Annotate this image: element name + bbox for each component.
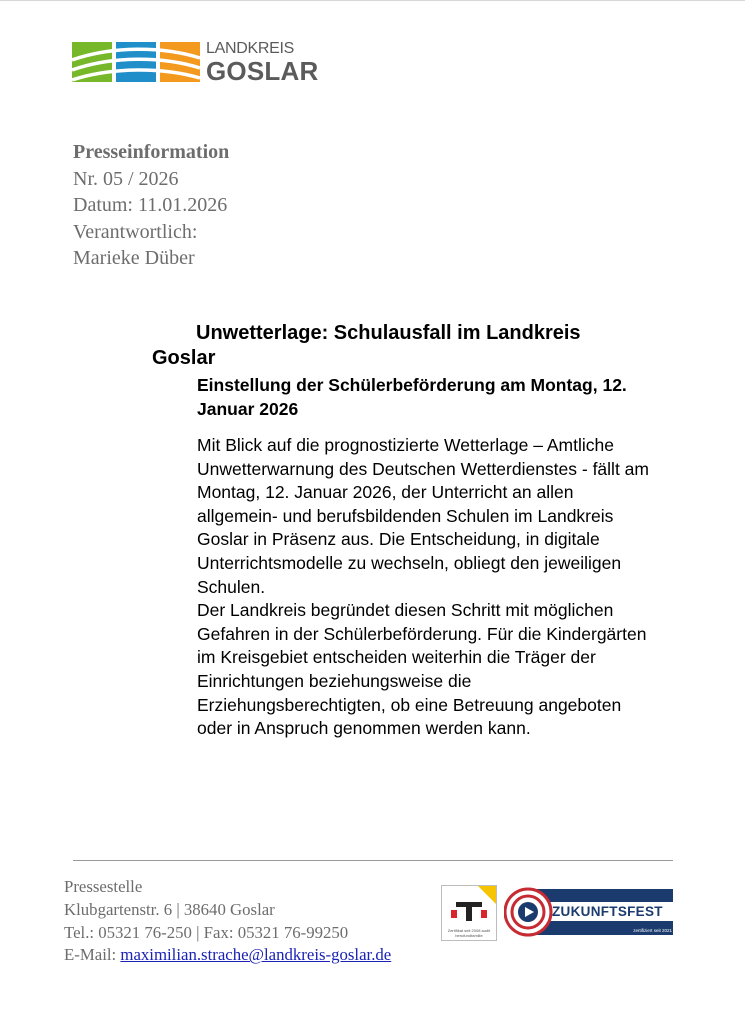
audit-berufundfamilie-badge bbox=[441, 885, 497, 941]
footer-address: Klubgartenstr. 6 | 38640 Goslar bbox=[64, 899, 275, 919]
zukunftsfest-badge bbox=[504, 887, 673, 937]
headline-line-2: Goslar bbox=[152, 347, 216, 369]
logo-text-goslar: GOSLAR bbox=[206, 56, 319, 86]
top-border bbox=[0, 0, 745, 1]
press-title: Presseinformation bbox=[73, 141, 230, 163]
zukunftsfest-since: zertifiziert seit 2021 bbox=[633, 928, 672, 933]
zukunftsfest-title: ZUKUNFTSFEST bbox=[552, 904, 663, 919]
press-info-block bbox=[73, 139, 229, 272]
press-date: Datum: 11.01.2026 bbox=[73, 194, 228, 216]
press-responsible-name: Marieke Düber bbox=[73, 247, 195, 269]
footer-email-line bbox=[64, 944, 420, 967]
audit-logo-icon bbox=[442, 886, 496, 926]
press-responsible-label: Verantwortlich: bbox=[73, 220, 198, 243]
press-number: Nr. 05 / 2026 bbox=[73, 167, 179, 190]
paragraph-2: Der Landkreis begründet diesen Schritt mit möglichen Gefahren in der Schülerbeförderung. Für die Kindergärten im Kreisgebiet entscheiden weiterhin die Träger der Einrichtungen beziehungsweise die Erziehungsberechtigten, ob eine Betreuung angeboten oder in Anspruch genommen werden kann. bbox=[197, 600, 647, 739]
footer-contact bbox=[64, 876, 420, 967]
footer-email-link[interactable]: maximilian.strache@landkreis-goslar.de bbox=[120, 945, 392, 965]
paragraph-1: Mit Blick auf die prognostizierte Wetterlage – Amtliche Unwetterwarnung des Deutschen Wetterdienstes - fällt am Montag, 12. Januar 2026, der Unterricht an allen allgemein- und berufsbildenden Schulen im Landkreis Goslar in Präsenz aus. Die Entscheidung, in digitale Unterrichtsmodelle zu wechseln, obliegt den jeweiligen Schulen. bbox=[197, 435, 649, 597]
subheadline: Einstellung der Schülerbeförderung am Montag, 12. Januar 2026 bbox=[197, 375, 627, 419]
footer-phone-fax: Tel.: 05321 76-250 | Fax: 05321 76-99250 bbox=[64, 922, 349, 942]
headline-line-1: Unwetterlage: Schulausfall im Landkreis bbox=[196, 322, 581, 344]
landkreis-goslar-logo bbox=[72, 40, 332, 86]
article-body bbox=[197, 434, 657, 741]
footer-office: Pressestelle bbox=[64, 877, 143, 896]
footer-email-label: E-Mail: bbox=[64, 945, 117, 965]
audit-badge-caption: Zertifikat seit 2008 audit berufundfamilie bbox=[447, 928, 491, 938]
logo-mark-icon bbox=[72, 40, 202, 84]
logo-text-landkreis: LANDKREIS bbox=[206, 40, 294, 57]
footer-divider bbox=[73, 860, 673, 861]
